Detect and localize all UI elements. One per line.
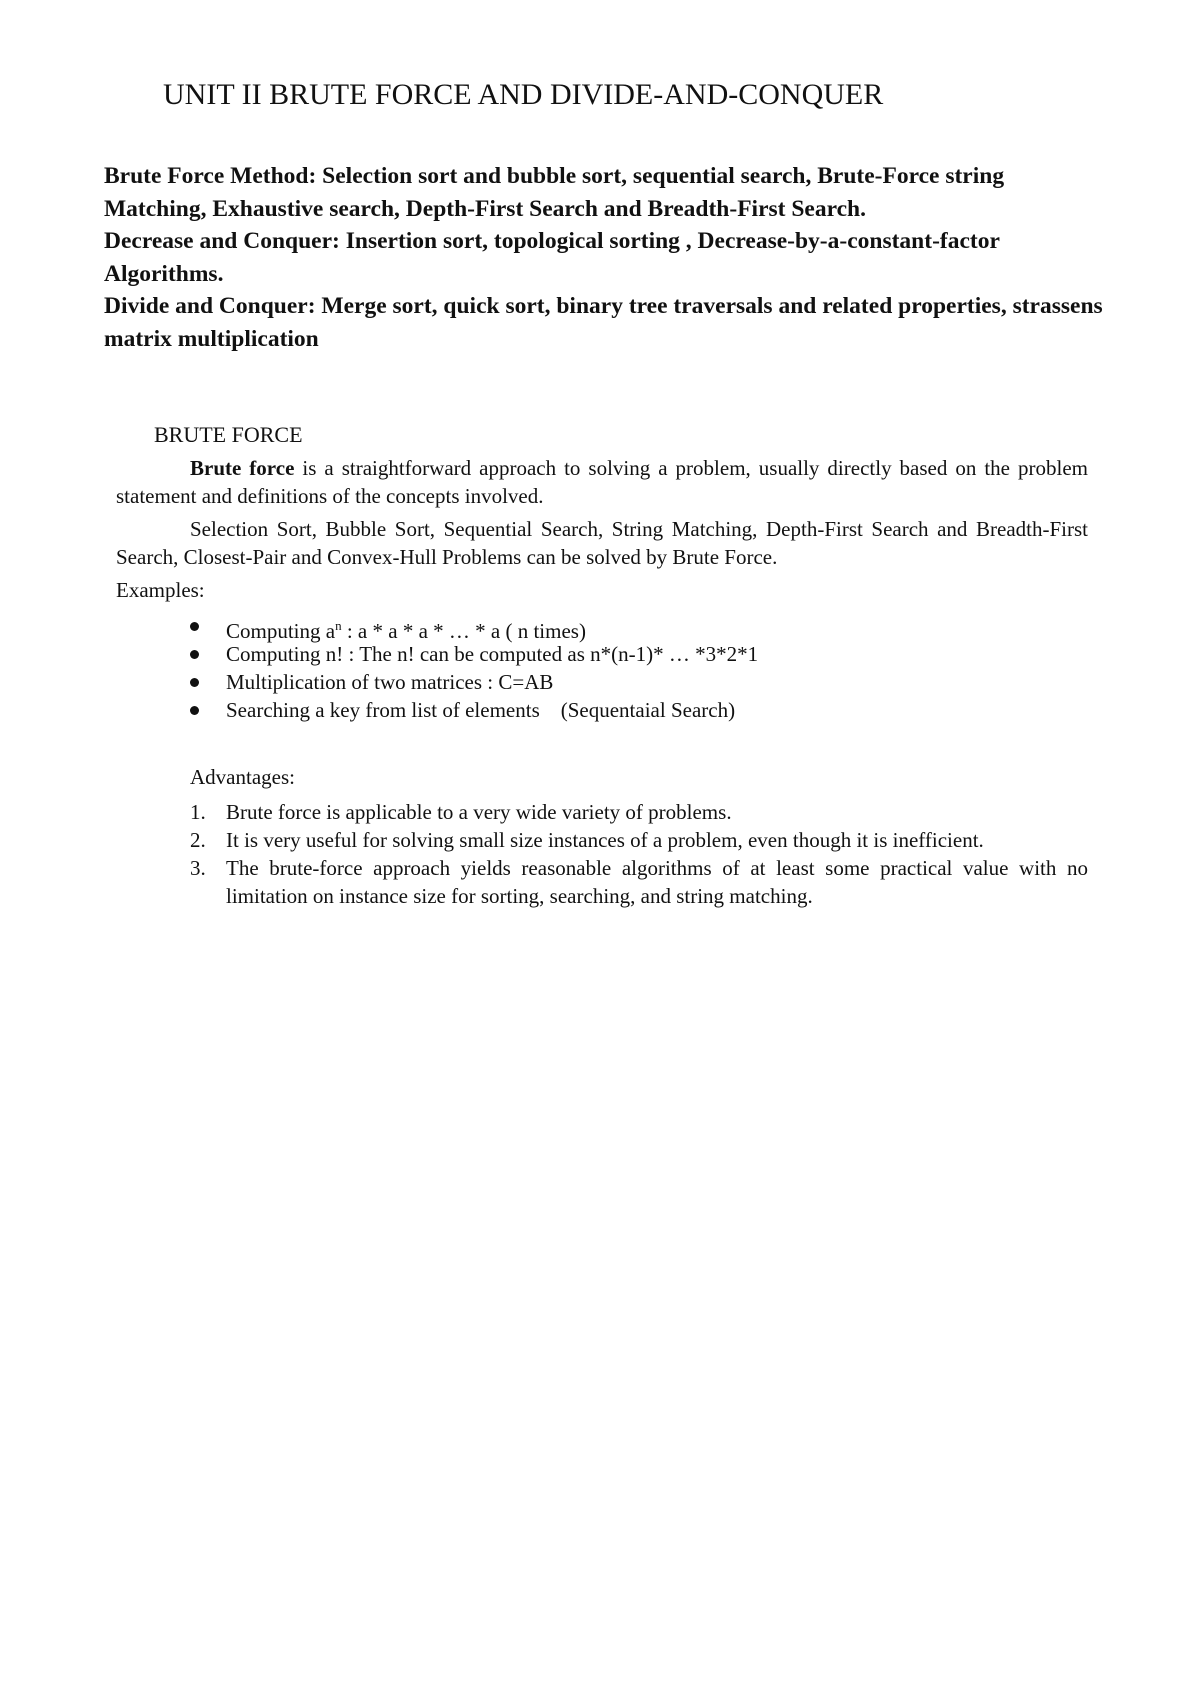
syllabus-divide-and-conquer: Divide and Conquer: Merge sort, quick sort, binary tree traversals and related properties, strassens matrix multiplication [104, 293, 1103, 352]
intro-paragraph [116, 454, 1088, 510]
examples-label: Examples: [116, 578, 205, 602]
item-number: 2. [190, 828, 206, 852]
bullet-icon [190, 650, 199, 659]
examples-list [0, 612, 758, 724]
list-item [0, 612, 758, 643]
example-text: Computing a [226, 619, 336, 643]
advantages-label: Advantages: [190, 765, 295, 789]
example-text: Searching a key from list of elements (Sequentaial Search) [226, 698, 736, 722]
bullet-icon [190, 678, 199, 687]
advantage-text: It is very useful for solving small size instances of a problem, even though it is inefficient. [226, 828, 984, 852]
problems-paragraph: Selection Sort, Bubble Sort, Sequential Search, String Matching, Depth-First Search and Breadth-First Search, Closest-Pair and Convex-Hull Problems can be solved by Brute Force. [116, 517, 1088, 569]
example-text: Multiplication of two matrices : C=AB [226, 670, 554, 694]
syllabus-decrease-and-conquer: Decrease and Conquer: Insertion sort, topological sorting , Decrease-by-a-constant-factor Algorithms. [104, 228, 1000, 287]
intro-text: is a straightforward approach to solving a problem, usually directly based on the problem statement and definitions of the concepts involved. [116, 456, 1088, 508]
list-item [0, 696, 758, 724]
item-number: 1. [190, 800, 206, 824]
bullet-icon [190, 622, 199, 631]
example-superscript: n [335, 618, 342, 633]
example-text-continued: : a * a * a * … * a ( n times) [341, 619, 586, 643]
advantage-text: Brute force is applicable to a very wide variety of problems. [226, 800, 732, 824]
list-item [0, 640, 758, 668]
example-text: Computing n! : The n! can be computed as n*(n-1)* … *3*2*1 [226, 642, 759, 666]
syllabus-brute-force: Brute Force Method: Selection sort and bubble sort, sequential search, Brute-Force string Matching, Exhaustive search, Depth-First Search and Breadth-First Search. [104, 163, 1005, 222]
bullet-icon [190, 706, 199, 715]
syllabus-summary [104, 160, 1104, 355]
page-title: UNIT II BRUTE FORCE AND DIVIDE-AND-CONQUER [163, 78, 884, 111]
advantage-text: The brute-force approach yields reasonable algorithms of at least some practical value with no limitation on instance size for sorting, searching, and string matching. [226, 856, 1088, 908]
advantages-list [0, 798, 1088, 910]
list-item [0, 798, 1088, 826]
intro-term: Brute force [190, 456, 295, 480]
list-item [0, 826, 1088, 854]
item-number: 3. [190, 856, 206, 880]
list-item [0, 854, 1088, 910]
list-item [0, 668, 758, 696]
section-heading: BRUTE FORCE [154, 422, 303, 447]
